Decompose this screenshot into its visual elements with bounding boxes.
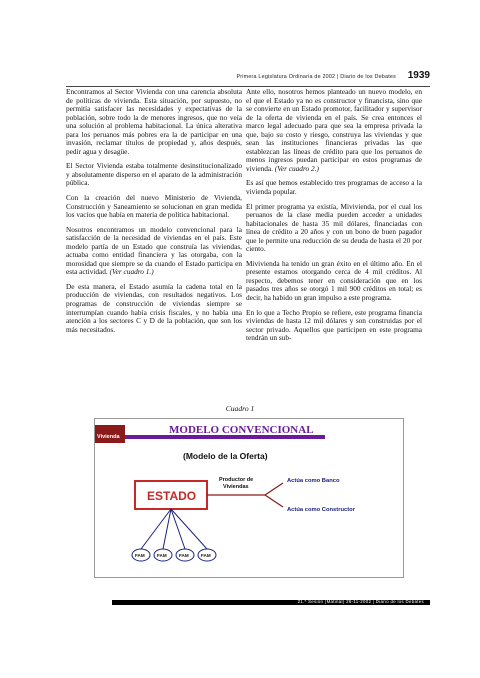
right-paragraph-3: El primer programa ya existía, Mivivienda, por el cual los peruanos de la clase media pueden acceder a unidades habitacionales de hasta 35 mil dólares, financiadas con línea de crédito a 20 años y con un bono de buen pagador que le permite una reducción de su deuda de hasta el 20 por ciento.: [246, 201, 422, 254]
cuadro-1-figure: [94, 418, 404, 578]
fam-arrow-4: [171, 509, 207, 549]
fam-label-3: FAM: [179, 553, 189, 558]
footer-text: 21.ª Sesión (Matinal) 28-11-2002 | Diario de los Debates: [297, 599, 424, 604]
fam-label-4: FAM: [201, 553, 211, 558]
right-paragraph-1: [246, 88, 422, 173]
logo-text: Vivienda: [97, 434, 120, 440]
left-paragraph-5: De esta manera, el Estado asumía la cadena total en la producción de viviendas, con resultados negativos. Los programas de construcción de viviendas siempre se interrumpían cuando había crisis fiscales, y no había una atención a los sectores C y D de la población, que son los más necesitados.: [66, 281, 242, 334]
cuadro-1-reference: (Ver cuadro 1.): [109, 267, 154, 277]
left-paragraph-3: Con la creación del nuevo Ministerio de Vivienda, Construcción y Saneamiento se solucionan en gran medida los vacíos que había en materia de política habitacional.: [66, 193, 242, 220]
banco-arrow: [265, 483, 283, 495]
right-column: [246, 88, 422, 349]
figure-caption: Cuadro 1: [225, 404, 255, 413]
diagram-subtitle: (Modelo de la Oferta): [183, 451, 268, 461]
page-header: [66, 72, 430, 87]
left-paragraph-1: Encontramos al Sector Vivienda con una carencia absoluta de políticas de vivienda. Esta situación, por supuesto, no permitía satisfacer las necesidades y expectativas de la población, sobre todo la de menores ingresos, que no veía una solución al problema habitacional. La única alterativa para los peruanos más pobres era la de participar en una invasión, reclamar títulos de propiedad y, años después, pedir agua y desagüe.: [66, 87, 242, 156]
modelo-convencional-diagram: [95, 419, 403, 577]
left-paragraph-4-text: Nosotros encontramos un modelo convencional para la satisfacción de la necesidad de viviendas en el país. Este modelo partía de un Estado que construía las viviendas, actuaba como entidad financiera y las otorgaba, con la morosidad que siempre se da cuando el Estado participa en esta actividad.: [66, 224, 242, 277]
right-paragraph-4: Mivivienda ha tenido un gran éxito en el último año. En el presente estamos otorgando cerca de 4 mil créditos. Al respecto, debemos tener en consideración que en los pasados tres años se otorgó 1 mil 900 créditos en total; es decir, ha habido un gran impulso a este programa.: [246, 258, 422, 303]
right-paragraph-5: En lo que a Techo Propio se refiere, este programa financia viviendas de hasta 12 mil dólares y son construidas por el sector privado. Aquellos que participen en este programa tendrán un sub-: [246, 307, 422, 343]
running-title: Primera Legislatura Ordinaria de 2002 | Diario de los Debates: [236, 74, 396, 80]
right-paragraph-1-text: Ante ello, nosotros hemos planteado un nuevo modelo, en el que el Estado ya no es constructor y financista, sino que se convierte en un Estado promotor, facilitador y supervisor de la oferta de vivienda en el país. Se crea entonces el marco legal adecuado para que sea la empresa privada la que, bajo su costo y riesgo, construya las viviendas y que sean las instituciones financieras privadas las que establezcan las líneas de crédito para que los peruanos de menos ingresos puedan participar en estos programas de vivienda.: [246, 87, 422, 173]
left-column: [66, 88, 242, 340]
left-paragraph-2: El Sector Vivienda estaba totalmente desinstitucionalizado y absolutamente disperso en el aparato de la administración pública.: [66, 161, 242, 188]
fam-label-1: FAM: [135, 553, 145, 558]
cuadro-2-reference: (Ver cuadro 2.): [274, 163, 319, 173]
constructor-label: Actúa como Constructor: [287, 507, 355, 513]
estado-label: ESTADO: [147, 489, 197, 503]
productor-label: Productor de Viviendas: [219, 477, 254, 490]
banco-label: Actúa como Banco: [287, 478, 340, 484]
diagram-title: MODELO CONVENCIONAL: [169, 424, 314, 436]
constructor-arrow: [265, 495, 283, 507]
left-paragraph-4: [66, 226, 242, 277]
fam-label-2: FAM: [157, 553, 167, 558]
page-footer: [112, 600, 430, 605]
right-paragraph-2: Es así que hemos establecido tres programas de acceso a la vivienda popular.: [246, 178, 422, 197]
fam-arrow-3: [171, 509, 185, 549]
page-number: 1939: [407, 70, 430, 81]
